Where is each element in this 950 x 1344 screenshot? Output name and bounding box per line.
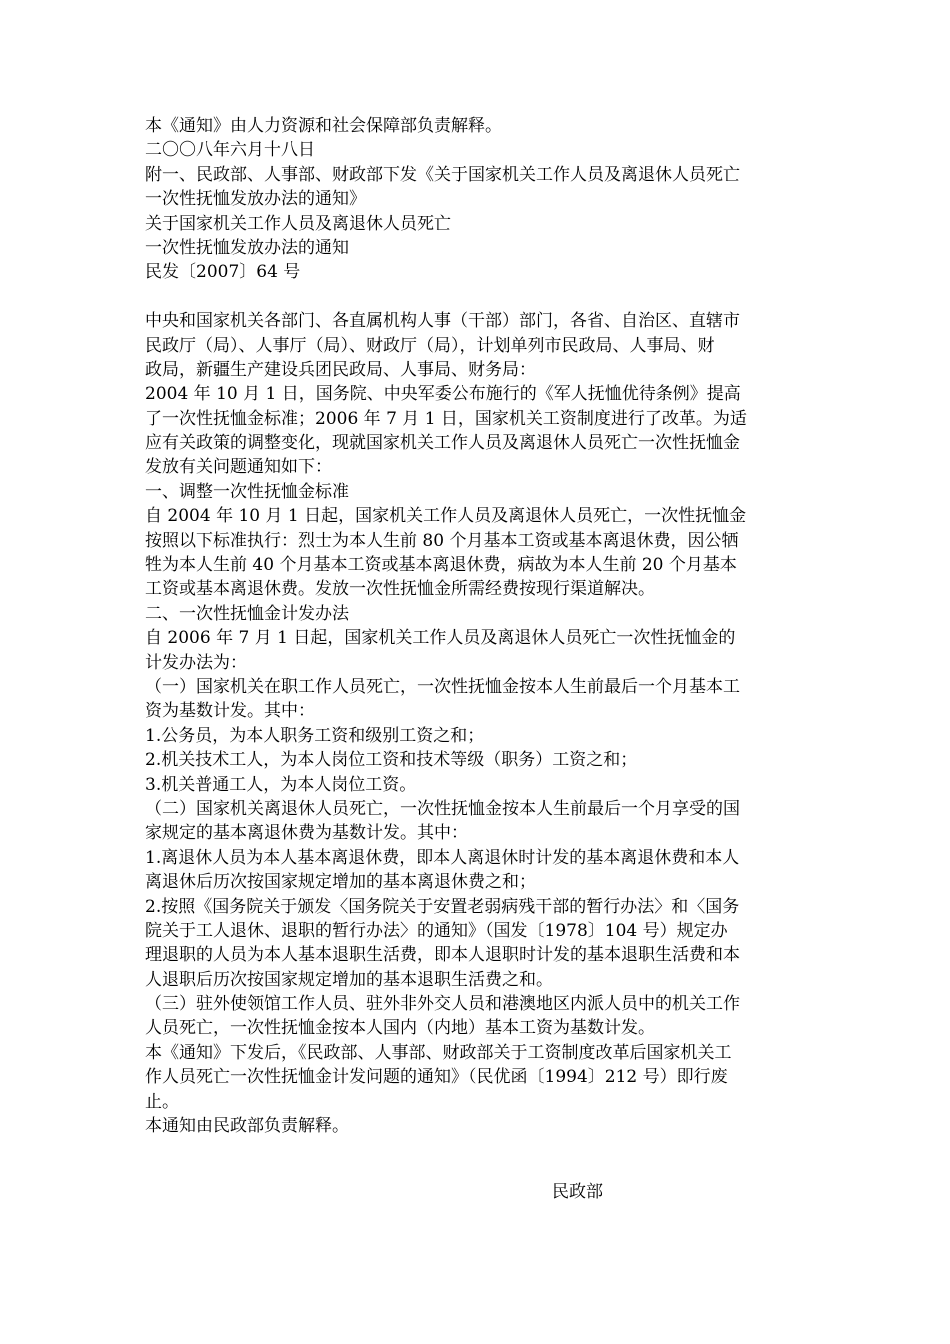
addressee-line: 政局，新疆生产建设兵团民政局、人事局、财务局： [145, 359, 536, 380]
list-item: 2.按照《国务院关于颁发〈国务院关于安置老弱病残干部的暂行办法〉和〈国务 [145, 896, 740, 917]
notice-title-cont: 一次性抚恤发放办法的通知 [145, 237, 349, 258]
text-line: （一）国家机关在职工作人员死亡，一次性抚恤金按本人生前最后一个月基本工 [145, 676, 740, 697]
text-line: 自 2004 年 10 月 1 日起，国家机关工作人员及离退休人员死亡，一次性抚恤金 [145, 506, 747, 527]
addressee-line: 民政厅（局）、人事厅（局）、财政厅（局），计划单列市民政局、人事局、财 [145, 335, 715, 356]
text-line: 资为基数计发。其中： [145, 701, 315, 722]
document-number: 民发〔2007〕64 号 [145, 262, 301, 283]
text-line: 了一次性抚恤金标准；2006 年 7 月 1 日，国家机关工资制度进行了改革。为适 [145, 408, 747, 429]
text-line: 本《通知》下发后，《民政部、人事部、财政部关于工资制度改革后国家机关工 [145, 1042, 732, 1063]
list-item: 1.公务员，为本人职务工资和级别工资之和； [145, 725, 485, 746]
text-line: 人员死亡，一次性抚恤金按本人国内（内地）基本工资为基数计发。 [145, 1018, 655, 1039]
list-item-cont: 离退休后历次按国家规定增加的基本离退休费之和； [145, 872, 536, 893]
text-line: 本《通知》由人力资源和社会保障部负责解释。 [145, 116, 502, 136]
text-line: 2004 年 10 月 1 日，国务院、中央军委公布施行的《军人抚恤优待条例》提高 [145, 384, 741, 405]
list-item: 2.机关技术工人，为本人岗位工资和技术等级（职务）工资之和； [145, 750, 638, 771]
appendix-heading: 附一、民政部、人事部、财政部下发《关于国家机关工作人员及离退休人员死亡 [145, 164, 740, 185]
text-line: 发放有关问题通知如下： [145, 457, 332, 478]
document-body [145, 114, 810, 1138]
text-line: 本通知由民政部负责解释。 [145, 1116, 349, 1137]
section-heading: 二、一次性抚恤金计发办法 [145, 603, 349, 624]
text-line: 按照以下标准执行：烈士为本人生前 80 个月基本工资或基本离退休费，因公牺 [145, 530, 739, 551]
date-line: 二〇〇八年六月十八日 [145, 140, 315, 161]
text-line: 牲为本人生前 40 个月基本工资或基本离退休费，病故为本人生前 20 个月基本 [145, 555, 737, 576]
text-line: 计发办法为： [145, 652, 247, 673]
addressee-line: 中央和国家机关各部门、各直属机构人事（干部）部门，各省、自治区、直辖市 [145, 311, 740, 332]
text-line: 工资或基本离退休费。发放一次性抚恤金所需经费按现行渠道解决。 [145, 579, 655, 600]
appendix-heading-cont: 一次性抚恤发放办法的通知》 [145, 189, 366, 210]
list-item: 3.机关普通工人，为本人岗位工资。 [145, 774, 417, 795]
notice-title: 关于国家机关工作人员及离退休人员死亡 [145, 213, 451, 234]
list-item-cont: 院关于工人退休、退职的暂行办法〉的通知》（国发〔1978〕104 号）规定办 [145, 920, 728, 941]
text-line: 应有关政策的调整变化，现就国家机关工作人员及离退休人员死亡一次性抚恤金 [145, 433, 740, 454]
text-line: （二）国家机关离退休人员死亡，一次性抚恤金按本人生前最后一个月享受的国 [145, 798, 740, 819]
text-line: 作人员死亡一次性抚恤金计发问题的通知》（民优函〔1994〕212 号）即行废 [145, 1067, 728, 1088]
text-line: （三）驻外使领馆工作人员、驻外非外交人员和港澳地区内派人员中的机关工作 [145, 994, 740, 1015]
text-line: 家规定的基本离退休费为基数计发。其中： [145, 823, 468, 844]
section-heading: 一、调整一次性抚恤金标准 [145, 481, 349, 502]
text-line: 自 2006 年 7 月 1 日起，国家机关工作人员及离退休人员死亡一次性抚恤金的 [145, 628, 736, 649]
blank-line [145, 285, 810, 309]
text-line: 止。 [145, 1091, 179, 1112]
list-item-cont: 人退职后历次按国家规定增加的基本退职生活费之和。 [145, 969, 553, 990]
list-item: 1.离退休人员为本人基本离退休费，即本人离退休时计发的基本离退休费和本人 [145, 847, 740, 868]
list-item-cont: 理退职的人员为本人基本退职生活费，即本人退职时计发的基本退职生活费和本 [145, 945, 740, 966]
issuer-signature: 民政部 [552, 1182, 603, 1202]
